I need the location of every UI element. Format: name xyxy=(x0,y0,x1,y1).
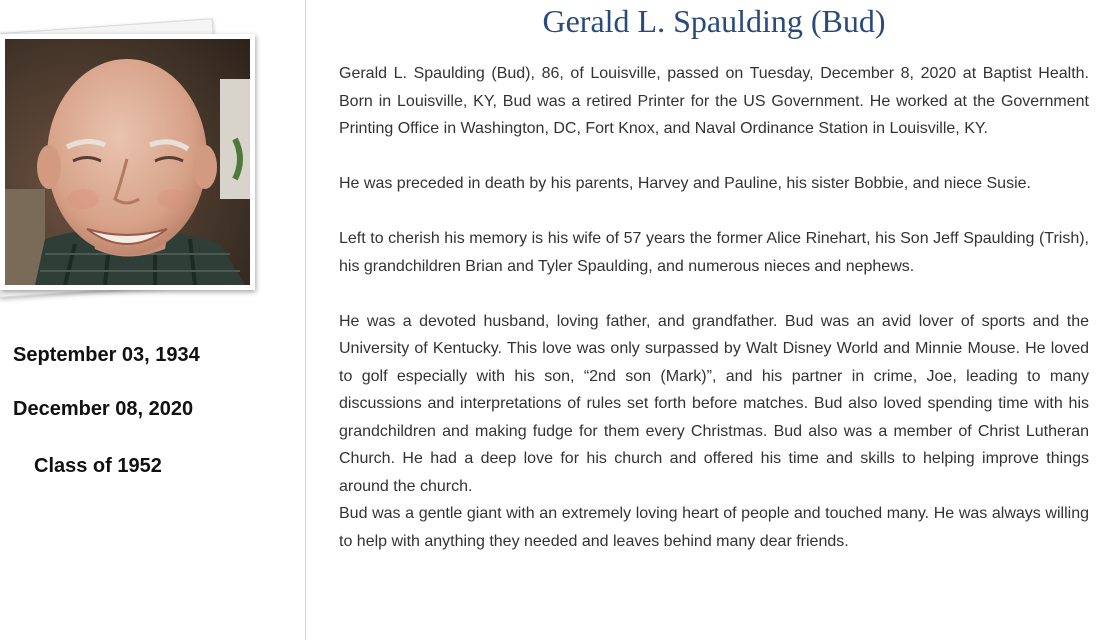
birth-date: September 03, 1934 xyxy=(13,344,200,366)
obituary-paragraph: He was preceded in death by his parents, Harvey and Pauline, his sister Bobbie, and niece Susie. xyxy=(339,175,1031,192)
column-divider xyxy=(305,0,306,640)
obituary-text xyxy=(339,60,1089,555)
obituary-paragraph: Left to cherish his memory is his wife of 57 years the former Alice Rinehart, his Son Jeff Spaulding (Trish), his grandchildren Brian and Tyler Spaulding, and numerous nieces and nephews. xyxy=(339,230,1089,275)
portrait-frame xyxy=(0,34,255,290)
class-year: Class of 1952 xyxy=(34,455,162,477)
portrait-photo xyxy=(5,39,250,285)
obituary-paragraph: He was a devoted husband, loving father, and grandfather. Bud was an avid lover of sports and the University of Kentucky. This love was only surpassed by Walt Disney World and Minnie Mouse. He loved to golf especially with his son, “2nd son (Mark)”, and his partner in crime, Joe, leading to many discussions and interpretations of rules set forth before matches. Bud also loved spending time with his grandchildren and making fudge for them every Christmas. Bud also was a member of Christ Lutheran Church. He had a deep love for his church and offered his time and skills to helping improve things around the church. xyxy=(339,312,1089,495)
death-date: December 08, 2020 xyxy=(13,398,194,420)
sidebar xyxy=(0,0,305,640)
page-title: Gerald L. Spaulding (Bud) xyxy=(542,3,886,39)
obituary-paragraph: Gerald L. Spaulding (Bud), 86, of Louisville, passed on Tuesday, December 8, 2020 at Baptist Health. Born in Louisville, KY, Bud was a retired Printer for the US Government. He worked at the Government Printing Office in Washington, DC, Fort Knox, and Naval Ordinance Station in Louisville, KY. xyxy=(339,65,1089,137)
obituary-paragraph: Bud was a gentle giant with an extremely loving heart of people and touched many. He was always willing to help with anything they needed and leaves behind many dear friends. xyxy=(339,505,1089,550)
portrait-illustration xyxy=(5,39,250,285)
